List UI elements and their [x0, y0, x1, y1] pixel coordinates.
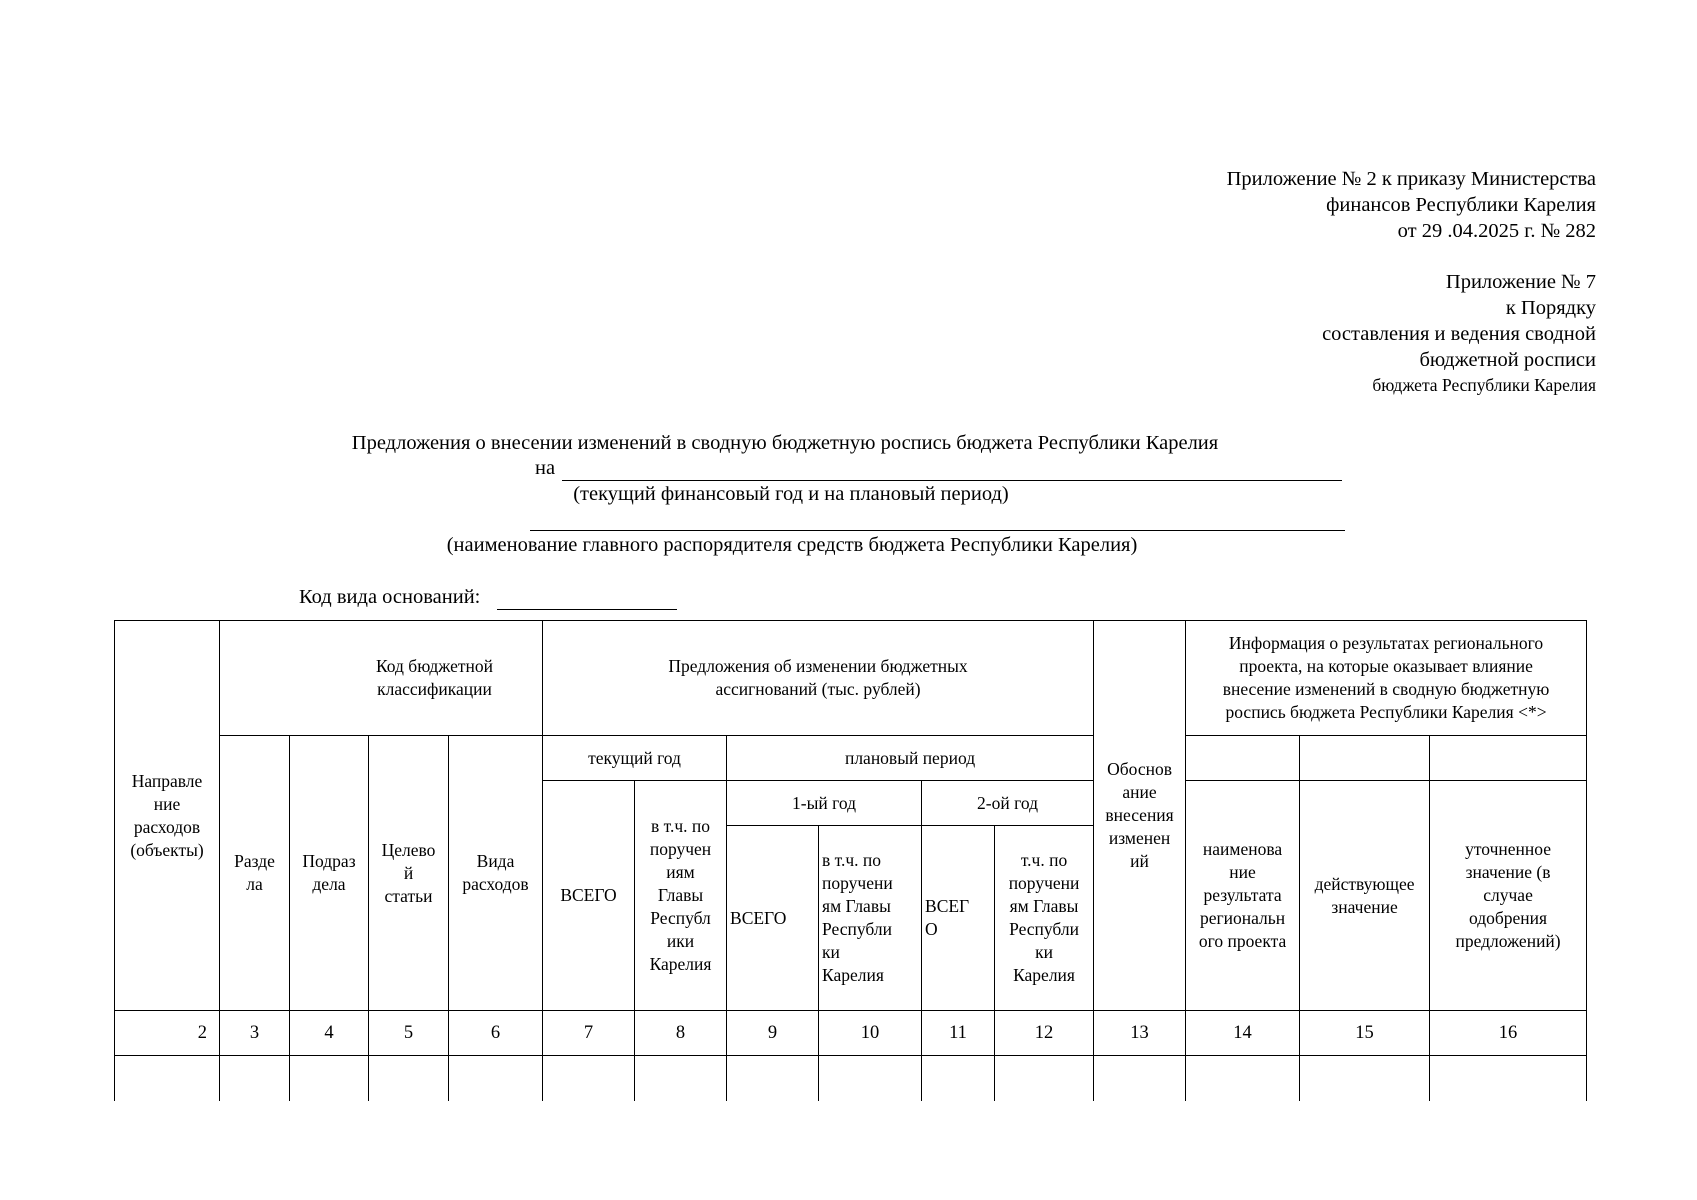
- column-number: 7: [543, 1011, 635, 1056]
- table-row: [115, 1056, 1587, 1101]
- budget-changes-table: [114, 620, 1587, 1101]
- project-info-header: Информация о результатах регионального проекта, на которые оказывает влияние внесение изменений в сводную бюджетную роспись бюджета Республики Карелия <*>: [1186, 621, 1587, 736]
- current-by-order-column-header: в т.ч. по поручен иям Главы Республ ики Карелия: [635, 781, 727, 1011]
- current-total-column-header: ВСЕГО: [543, 781, 635, 1011]
- manager-field-line[interactable]: [530, 506, 1345, 531]
- table-cell[interactable]: [1094, 1056, 1186, 1101]
- column-number: 6: [449, 1011, 543, 1056]
- target-article-column-header: Целево й статьи: [369, 736, 449, 1011]
- column-number: 5: [369, 1011, 449, 1056]
- appendix-header-line: от 29 .04.2025 г. № 282: [1397, 220, 1596, 242]
- y1-by-order-column-header: в т.ч. по поручени ям Главы Республи ки Карелия: [819, 826, 922, 1011]
- column-number: 11: [922, 1011, 995, 1056]
- table-cell[interactable]: [1300, 1056, 1430, 1101]
- year1-header: 1-ый год: [727, 781, 922, 826]
- project-info-blank-cell: [1186, 736, 1300, 781]
- manager-caption: (наименование главного распорядителя средств бюджета Республики Карелия): [446, 534, 1138, 556]
- table-cell[interactable]: [1186, 1056, 1300, 1101]
- column-number-row: [115, 1011, 1587, 1056]
- column-number: 2: [115, 1011, 220, 1056]
- column-number: 12: [995, 1011, 1094, 1056]
- table-cell[interactable]: [995, 1056, 1094, 1101]
- column-number: 10: [819, 1011, 922, 1056]
- appendix-header-line: финансов Республики Карелия: [1326, 194, 1596, 216]
- result-name-column-header: наименова ние результата региональн ого проекта: [1186, 781, 1300, 1011]
- procedure-header-line: к Порядку: [1505, 297, 1596, 319]
- table-cell[interactable]: [543, 1056, 635, 1101]
- table-cell[interactable]: [635, 1056, 727, 1101]
- expense-type-column-header: Вида расходов: [449, 736, 543, 1011]
- table-cell[interactable]: [1430, 1056, 1587, 1101]
- proposals-header: Предложения об изменении бюджетных ассигнований (тыс. рублей): [543, 621, 1094, 736]
- table-cell[interactable]: [220, 1056, 290, 1101]
- column-number: 14: [1186, 1011, 1300, 1056]
- planning-period-header: плановый период: [727, 736, 1094, 781]
- project-info-blank-cell: [1300, 736, 1430, 781]
- refined-value-column-header: уточненное значение (в случае одобрения предложений): [1430, 781, 1587, 1011]
- column-number: 8: [635, 1011, 727, 1056]
- current-year-header: текущий год: [543, 736, 727, 781]
- period-prefix: на: [535, 457, 556, 479]
- column-number: 16: [1430, 1011, 1587, 1056]
- y1-total-column-header: ВСЕГО: [727, 826, 819, 1011]
- table-cell[interactable]: [922, 1056, 995, 1101]
- procedure-header-line: Приложение № 7: [1445, 271, 1596, 293]
- period-caption: (текущий финансовый год и на плановый период): [573, 483, 1009, 505]
- basis-code-label: Код вида оснований:: [299, 586, 481, 608]
- appendix-header-line: Приложение № 2 к приказу Министерства: [1226, 168, 1596, 190]
- procedure-header-line: бюджета Республики Карелия: [1372, 375, 1596, 395]
- table-cell[interactable]: [115, 1056, 220, 1101]
- procedure-header-line: составления и ведения сводной: [1322, 323, 1596, 345]
- basis-code-field-line[interactable]: [497, 585, 677, 610]
- column-number: 3: [220, 1011, 290, 1056]
- procedure-header: [1322, 269, 1596, 397]
- table-cell[interactable]: [369, 1056, 449, 1101]
- y2-by-order-column-header: т.ч. по поручени ям Главы Республи ки Карелия: [995, 826, 1094, 1011]
- document-title: Предложения о внесении изменений в сводную бюджетную роспись бюджета Республики Карелия: [351, 432, 1219, 454]
- project-info-blank-cell: [1430, 736, 1587, 781]
- table-cell[interactable]: [290, 1056, 369, 1101]
- appendix-header: [1227, 166, 1596, 244]
- current-value-column-header: действующее значение: [1300, 781, 1430, 1011]
- y2-total-column-header: ВСЕГ О: [922, 826, 995, 1011]
- procedure-header-line: бюджетной росписи: [1419, 349, 1596, 371]
- section-column-header: Разде ла: [220, 736, 290, 1011]
- column-number: 15: [1300, 1011, 1430, 1056]
- year2-header: 2-ой год: [922, 781, 1094, 826]
- column-number: 13: [1094, 1011, 1186, 1056]
- column-number: 9: [727, 1011, 819, 1056]
- budget-code-header: Код бюджетной классификации: [220, 621, 543, 736]
- column-number: 4: [290, 1011, 369, 1056]
- subsection-column-header: Подраз дела: [290, 736, 369, 1011]
- table-cell[interactable]: [727, 1056, 819, 1101]
- justification-header: Обоснов ание внесения изменен ий: [1094, 621, 1186, 1011]
- table-cell[interactable]: [819, 1056, 922, 1101]
- direction-header: Направле ние расходов (объекты): [115, 621, 220, 1011]
- table-cell[interactable]: [449, 1056, 543, 1101]
- period-field-line[interactable]: [562, 456, 1342, 481]
